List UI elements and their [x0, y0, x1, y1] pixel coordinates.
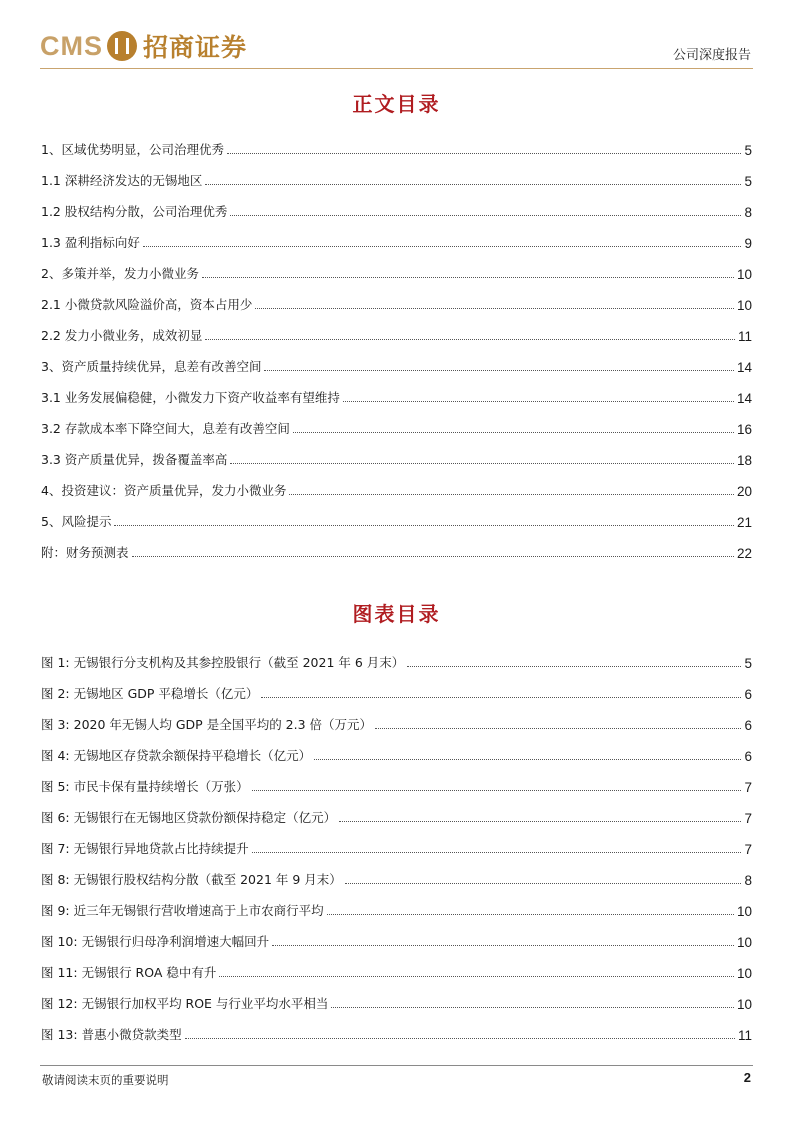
- toc-entry[interactable]: [41, 406, 752, 437]
- toc-entry[interactable]: [41, 313, 752, 344]
- cms-logo: [40, 26, 247, 66]
- figure-entry[interactable]: [41, 764, 752, 795]
- dot-leader: [252, 790, 742, 791]
- figure-entry[interactable]: [41, 981, 752, 1012]
- toc-entry-page: 10: [736, 267, 752, 282]
- figure-entry[interactable]: [41, 702, 752, 733]
- toc-entry-page: 14: [736, 391, 752, 406]
- toc-entry[interactable]: [41, 189, 752, 220]
- dot-leader: [219, 976, 734, 977]
- figure-entry[interactable]: [41, 671, 752, 702]
- figure-entry[interactable]: [41, 640, 752, 671]
- figure-entry[interactable]: [41, 857, 752, 888]
- figure-entry-page: 11: [737, 1028, 752, 1043]
- toc-entry-page: 10: [736, 298, 752, 313]
- figure-entry-label: 图 12: 无锡银行加权平均 ROE 与行业平均水平相当: [41, 996, 329, 1011]
- toc-entry-label: 3.1 业务发展偏稳健，小微发力下资产收益率有望维持: [41, 390, 340, 405]
- dot-leader: [205, 339, 735, 340]
- dot-leader: [185, 1038, 735, 1039]
- toc-entry-label: 1.3 盈利指标向好: [41, 235, 140, 250]
- figure-entry-page: 7: [744, 811, 752, 826]
- toc-entry-page: 21: [736, 515, 752, 530]
- toc-entry-label: 2、多策并举，发力小微业务: [41, 266, 199, 281]
- figure-entry-label: 图 7: 无锡银行异地贷款占比持续提升: [41, 841, 249, 856]
- toc-entry[interactable]: [41, 251, 752, 282]
- toc-entry-label: 2.2 发力小微业务，成效初显: [41, 328, 203, 343]
- toc-entry-page: 9: [744, 236, 752, 251]
- figure-entry-page: 7: [744, 780, 752, 795]
- report-type-label: 公司深度报告: [672, 48, 751, 63]
- dot-leader: [255, 308, 734, 309]
- toc-entry[interactable]: [41, 282, 752, 313]
- dot-leader: [339, 821, 741, 822]
- dot-leader: [289, 494, 734, 495]
- figures-title: 图表目录: [352, 602, 441, 626]
- toc-entry-label: 2.1 小微贷款风险溢价高，资本占用少: [41, 297, 253, 312]
- toc-entry[interactable]: [41, 220, 752, 251]
- toc-entry-page: 22: [736, 546, 752, 561]
- toc-title: 正文目录: [352, 92, 441, 116]
- toc-entry-label: 3.2 存款成本率下降空间大，息差有改善空间: [41, 421, 290, 436]
- toc-entry[interactable]: [41, 127, 752, 158]
- toc-entry-page: 18: [736, 453, 752, 468]
- figure-entry-page: 6: [744, 687, 752, 702]
- dot-leader: [264, 370, 734, 371]
- figure-entry-label: 图 10: 无锡银行归母净利润增速大幅回升: [41, 934, 270, 949]
- figure-entry[interactable]: [41, 1012, 752, 1043]
- footer-disclaimer: 敬请阅读末页的重要说明: [42, 1073, 169, 1087]
- dot-leader: [314, 759, 741, 760]
- toc-list: [41, 127, 752, 561]
- dot-leader: [343, 401, 734, 402]
- dot-leader: [345, 883, 742, 884]
- logo-latin-text: CMS: [40, 30, 103, 61]
- dot-leader: [143, 246, 742, 247]
- figure-entry-label: 图 2: 无锡地区 GDP 平稳增长（亿元）: [41, 686, 259, 701]
- toc-entry-page: 16: [736, 422, 752, 437]
- figure-entry[interactable]: [41, 733, 752, 764]
- figure-entry-label: 图 13: 普惠小微贷款类型: [41, 1027, 182, 1042]
- dot-leader: [230, 215, 741, 216]
- dot-leader: [227, 153, 742, 154]
- figure-entry-page: 10: [736, 966, 752, 981]
- figure-entry-page: 10: [736, 904, 752, 919]
- figure-entry-label: 图 4: 无锡地区存贷款余额保持平稳增长（亿元）: [41, 748, 312, 763]
- dot-leader: [327, 914, 734, 915]
- dot-leader: [261, 697, 741, 698]
- figure-entry[interactable]: [41, 795, 752, 826]
- dot-leader: [202, 277, 734, 278]
- figure-entry[interactable]: [41, 950, 752, 981]
- figure-entry-label: 图 9: 近三年无锡银行营收增速高于上市农商行平均: [41, 903, 324, 918]
- figure-entry-label: 图 3: 2020 年无锡人均 GDP 是全国平均的 2.3 倍（万元）: [41, 717, 373, 732]
- toc-entry-label: 附：财务预测表: [41, 545, 129, 560]
- figure-entry-label: 图 5: 市民卡保有量持续增长（万张）: [41, 779, 249, 794]
- toc-entry-label: 1.1 深耕经济发达的无锡地区: [41, 173, 203, 188]
- dot-leader: [407, 666, 741, 667]
- toc-entry-label: 1、区域优势明显，公司治理优秀: [41, 142, 224, 157]
- logo-badge-icon: [107, 31, 137, 61]
- figure-entry[interactable]: [41, 826, 752, 857]
- toc-entry-page: 5: [744, 174, 752, 189]
- toc-entry[interactable]: [41, 499, 752, 530]
- dot-leader: [293, 432, 734, 433]
- figure-entry-label: 图 11: 无锡银行 ROA 稳中有升: [41, 965, 217, 980]
- dot-leader: [331, 1007, 734, 1008]
- figures-list: [41, 640, 752, 1043]
- header-divider: [40, 68, 753, 69]
- dot-leader: [375, 728, 741, 729]
- figure-entry[interactable]: [41, 888, 752, 919]
- toc-entry-page: 11: [737, 329, 752, 344]
- dot-leader: [272, 945, 734, 946]
- figure-entry-page: 8: [744, 873, 752, 888]
- toc-entry[interactable]: [41, 158, 752, 189]
- toc-entry[interactable]: [41, 437, 752, 468]
- footer-divider: [40, 1065, 753, 1066]
- toc-entry-page: 8: [744, 205, 752, 220]
- toc-entry-label: 1.2 股权结构分散，公司治理优秀: [41, 204, 228, 219]
- logo-chinese-text: 招商证券: [143, 33, 248, 62]
- toc-entry-label: 4、投资建议：资产质量优异，发力小微业务: [41, 483, 287, 498]
- toc-entry-label: 3.3 资产质量优异，拨备覆盖率高: [41, 452, 228, 467]
- figure-entry-label: 图 1: 无锡银行分支机构及其参控股银行（截至 2021 年 6 月末）: [41, 655, 405, 670]
- dot-leader: [205, 184, 741, 185]
- dot-leader: [230, 463, 734, 464]
- toc-entry-label: 5、风险提示: [41, 514, 112, 529]
- figure-entry-page: 10: [736, 935, 752, 950]
- figure-entry-page: 6: [744, 718, 752, 733]
- toc-entry[interactable]: [41, 530, 752, 561]
- toc-entry-page: 14: [736, 360, 752, 375]
- toc-entry[interactable]: [41, 344, 752, 375]
- figure-entry-page: 10: [736, 997, 752, 1012]
- dot-leader: [252, 852, 742, 853]
- dot-leader: [132, 556, 734, 557]
- figure-entry[interactable]: [41, 919, 752, 950]
- figure-entry-page: 7: [744, 842, 752, 857]
- toc-entry-label: 3、资产质量持续优异，息差有改善空间: [41, 359, 262, 374]
- page-number: 2: [743, 1070, 751, 1085]
- figure-entry-label: 图 6: 无锡银行在无锡地区贷款份额保持稳定（亿元）: [41, 810, 337, 825]
- toc-entry[interactable]: [41, 375, 752, 406]
- figure-entry-label: 图 8: 无锡银行股权结构分散（截至 2021 年 9 月末）: [41, 872, 342, 887]
- toc-entry-page: 5: [744, 143, 752, 158]
- figure-entry-page: 6: [744, 749, 752, 764]
- toc-entry-page: 20: [736, 484, 752, 499]
- figure-entry-page: 5: [744, 656, 752, 671]
- dot-leader: [114, 525, 734, 526]
- page-header: [0, 0, 793, 72]
- toc-entry[interactable]: [41, 468, 752, 499]
